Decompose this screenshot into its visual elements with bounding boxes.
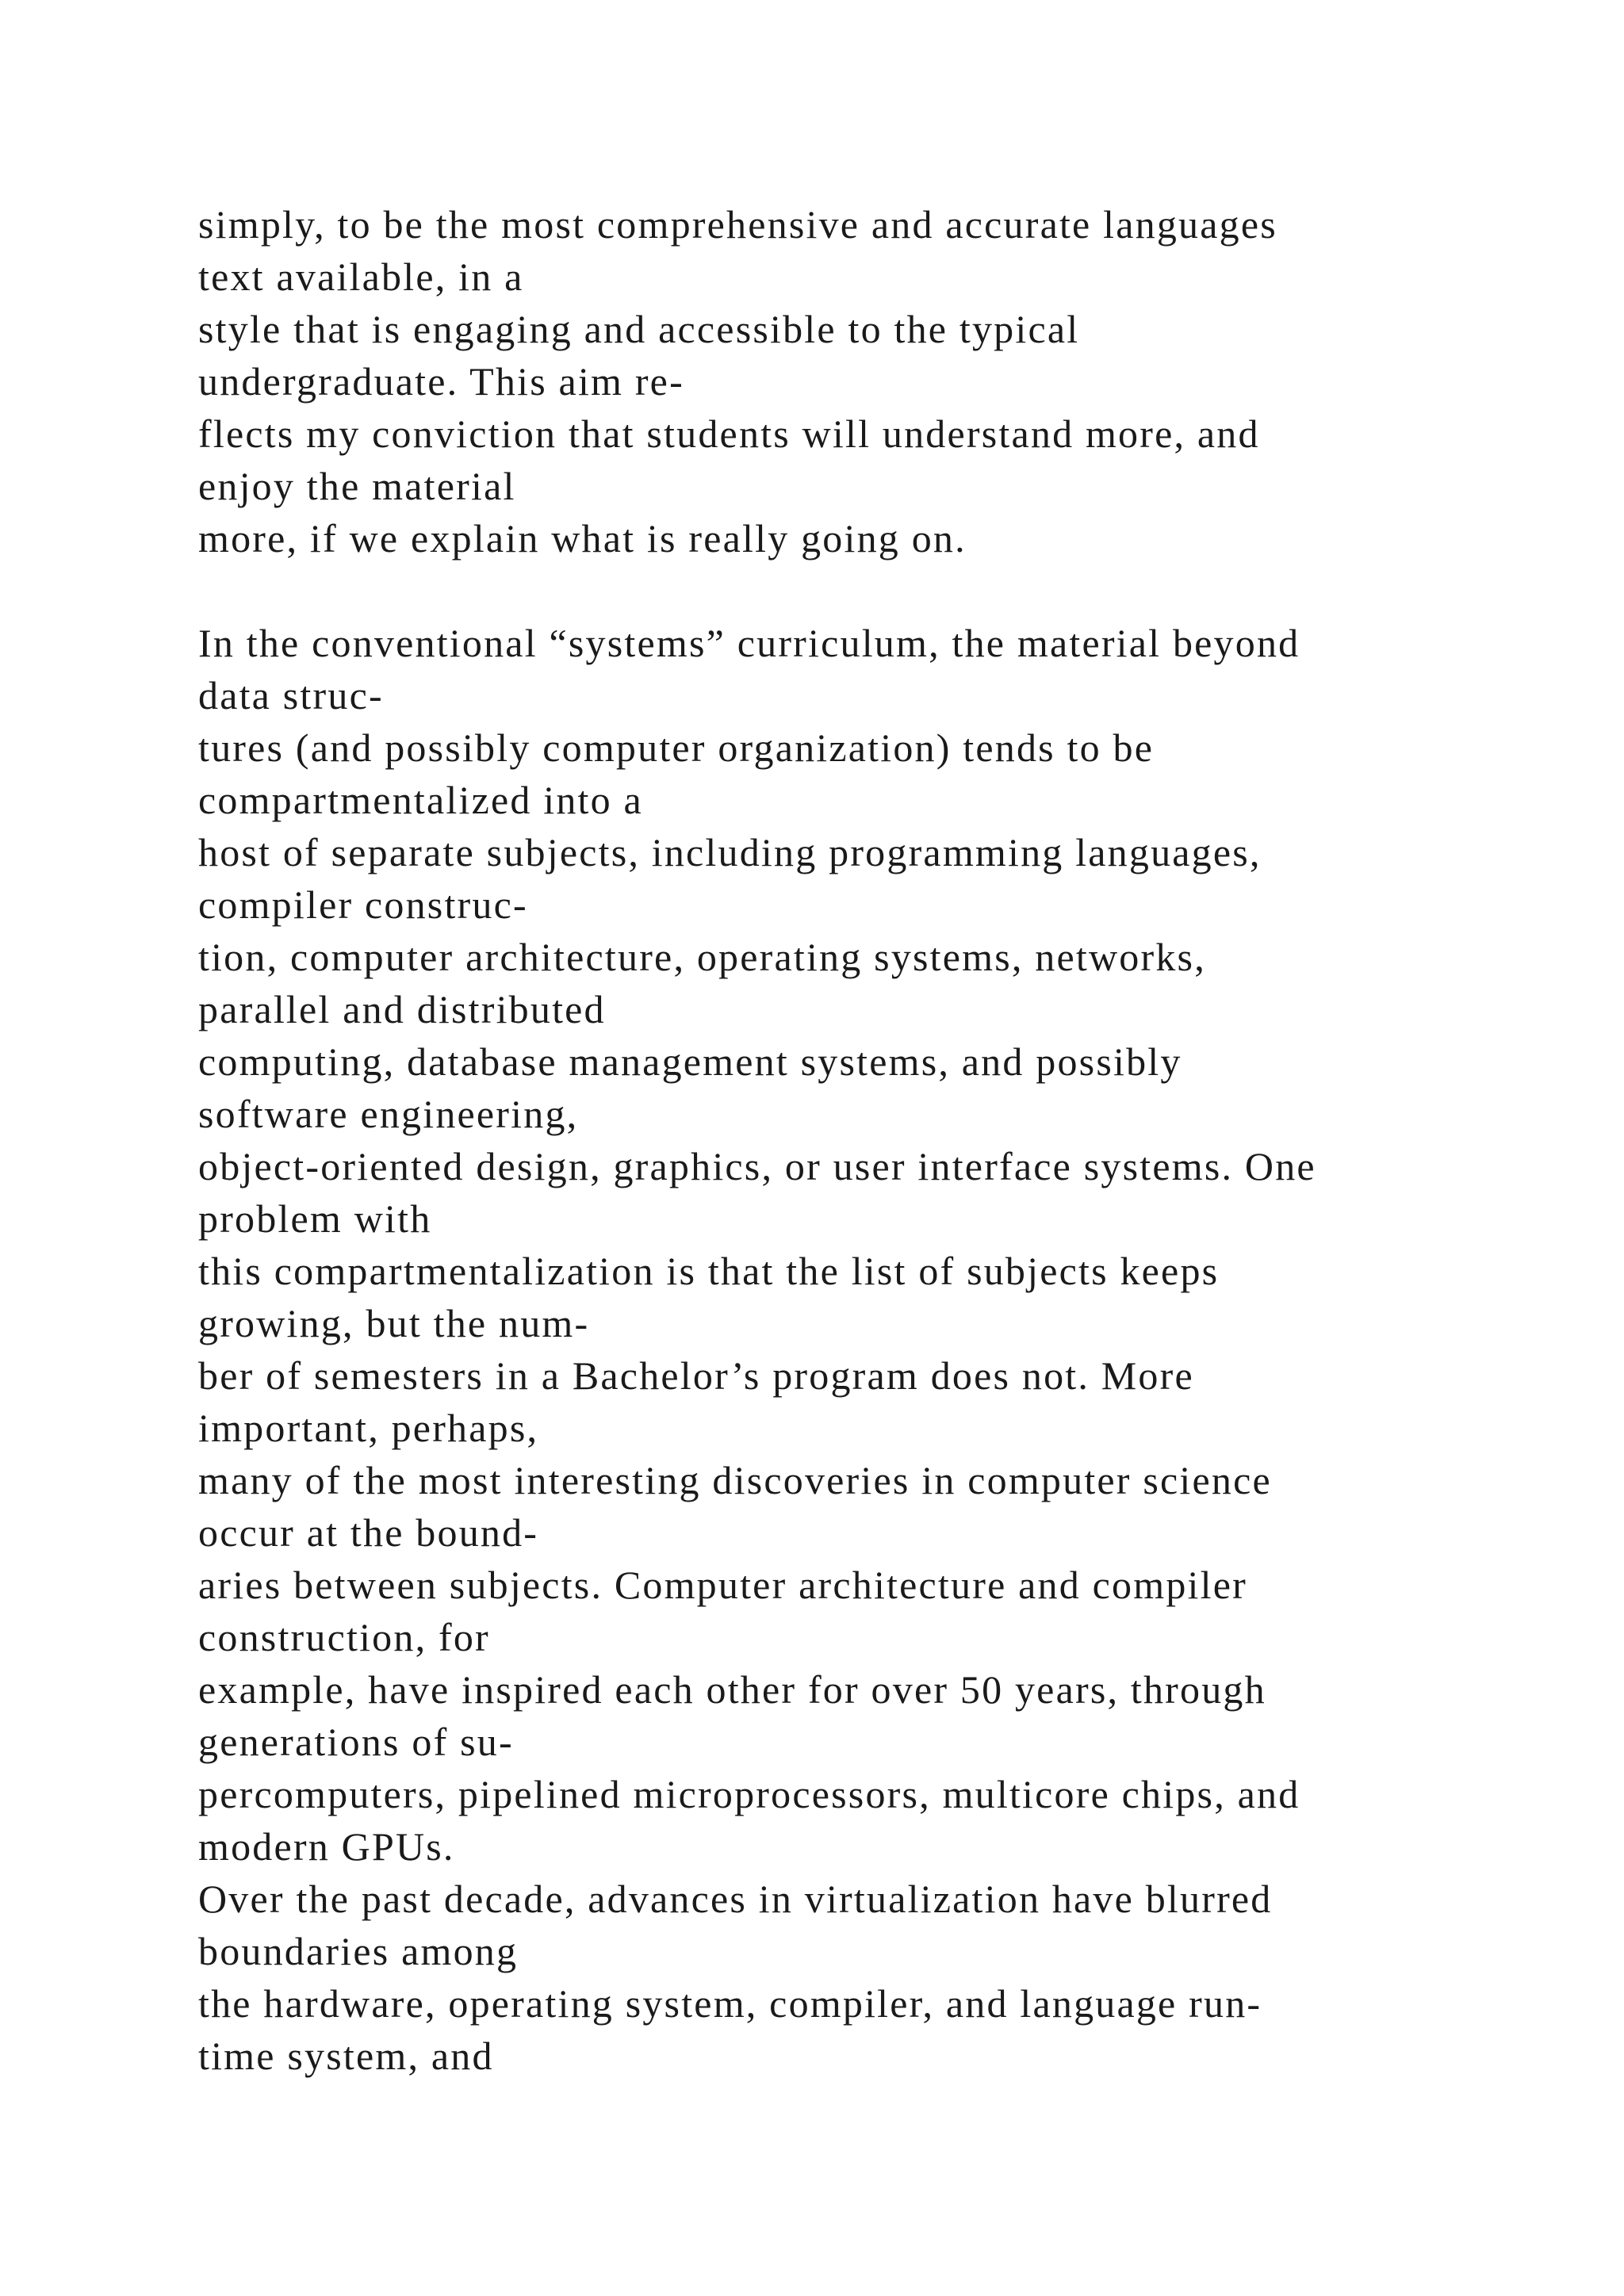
text-line: many of the most interesting discoveries in computer science: [198, 1458, 1272, 1502]
paragraph-gap: [198, 564, 1546, 617]
text-line: enjoy the material: [198, 464, 516, 508]
text-line: parallel and distributed: [198, 987, 606, 1031]
text-line: simply, to be the most comprehensive and accurate languages: [198, 202, 1277, 247]
text-line: example, have inspired each other for over 50 years, through: [198, 1667, 1266, 1712]
text-line: data struc-: [198, 673, 384, 718]
text-line: computing, database management systems, and possibly: [198, 1039, 1182, 1084]
paragraph-2: [198, 617, 1546, 2082]
text-line: the hardware, operating system, compiler, and language run-: [198, 1981, 1262, 2026]
text-line: modern GPUs.: [198, 1824, 455, 1869]
text-line: In the conventional “systems” curriculum, the material beyond: [198, 621, 1300, 665]
body-text: [198, 198, 1546, 2082]
text-line: ber of semesters in a Bachelor’s program does not. More: [198, 1353, 1194, 1398]
text-line: important, perhaps,: [198, 1406, 539, 1450]
paragraph-1: [198, 198, 1546, 564]
text-line: Over the past decade, advances in virtualization have blurred: [198, 1877, 1273, 1921]
text-line: boundaries among: [198, 1929, 519, 1973]
text-line: software engineering,: [198, 1092, 579, 1136]
text-line: tion, computer architecture, operating systems, networks,: [198, 935, 1206, 979]
text-line: flects my conviction that students will understand more, and: [198, 411, 1260, 456]
text-line: aries between subjects. Computer architecture and compiler: [198, 1563, 1247, 1607]
text-line: host of separate subjects, including programming languages,: [198, 830, 1262, 874]
text-line: percomputers, pipelined microprocessors, multicore chips, and: [198, 1772, 1300, 1816]
text-line: object-oriented design, graphics, or user interface systems. One: [198, 1144, 1316, 1188]
text-line: occur at the bound-: [198, 1510, 539, 1555]
text-line: this compartmentalization is that the list of subjects keeps: [198, 1249, 1220, 1293]
text-line: growing, but the num-: [198, 1301, 590, 1345]
text-line: undergraduate. This aim re-: [198, 359, 684, 404]
text-line: tures (and possibly computer organization) tends to be: [198, 725, 1155, 770]
text-line: time system, and: [198, 2034, 494, 2078]
text-line: construction, for: [198, 1615, 490, 1659]
text-line: compiler construc-: [198, 882, 528, 927]
text-line: compartmentalized into a: [198, 778, 643, 822]
text-line: style that is engaging and accessible to the typical: [198, 307, 1080, 351]
text-line: text available, in a: [198, 254, 524, 299]
text-line: generations of su-: [198, 1720, 514, 1764]
text-line: problem with: [198, 1196, 432, 1241]
text-line: more, if we explain what is really going on.: [198, 516, 967, 561]
